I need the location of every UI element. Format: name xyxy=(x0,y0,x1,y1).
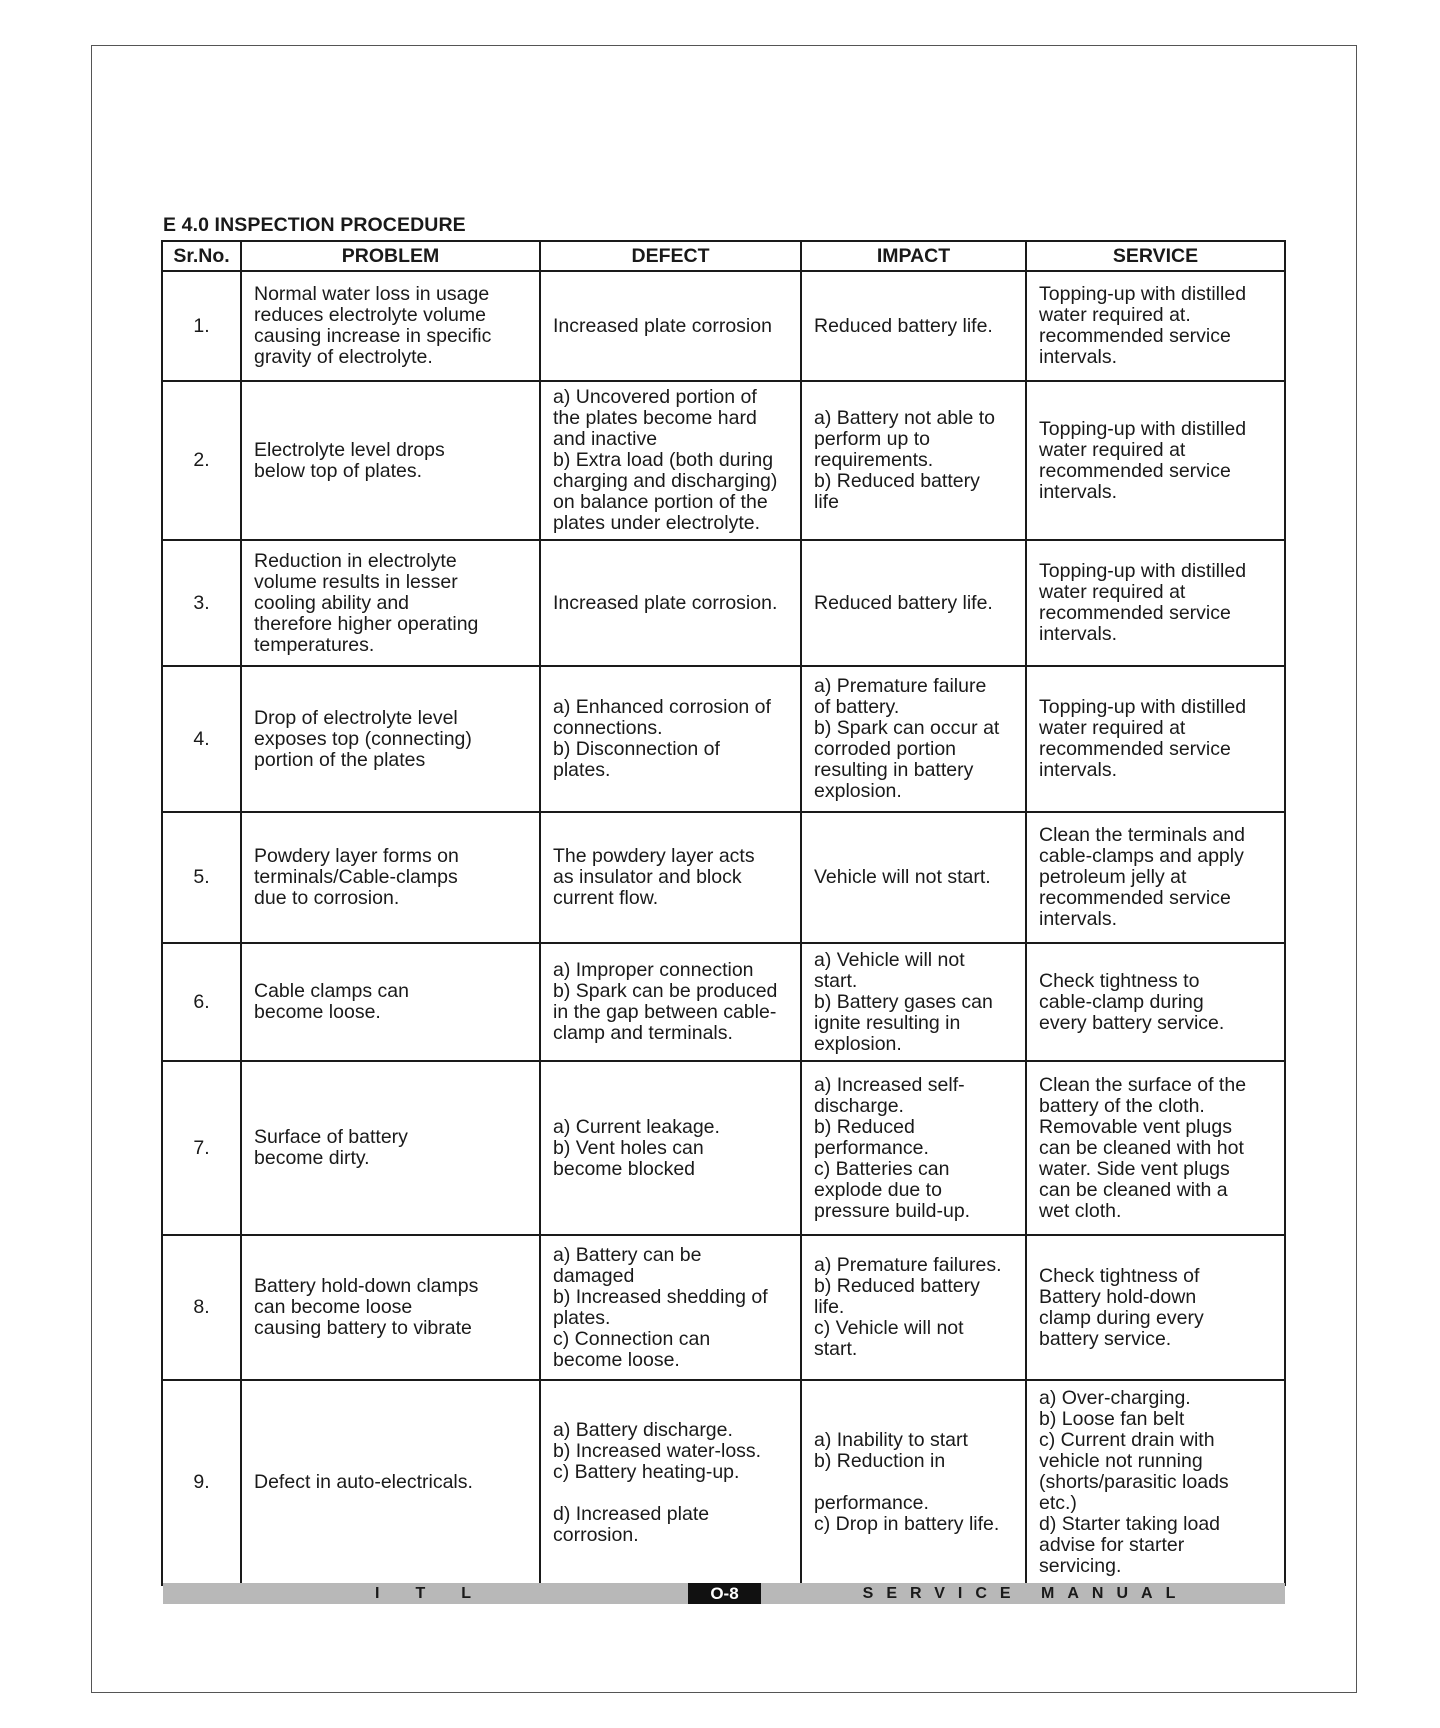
cell-impact: a) Premature failures. b) Reduced battery life. c) Vehicle will not start. xyxy=(801,1235,1026,1380)
page-footer xyxy=(163,1583,1285,1604)
cell-sr-no: 2. xyxy=(162,381,241,540)
section-title: E 4.0 INSPECTION PROCEDURE xyxy=(163,214,466,236)
footer-manual-label: SERVICE MANUAL xyxy=(862,1585,1189,1602)
cell-problem: Reduction in electrolyte volume results in lesser cooling ability and therefore higher operating temperatures. xyxy=(241,540,540,666)
cell-problem: Drop of electrolyte level exposes top (connecting) portion of the plates xyxy=(241,666,540,812)
cell-defect: a) Battery can be damaged b) Increased shedding of plates. c) Connection can become loose. xyxy=(540,1235,801,1380)
table-row xyxy=(162,943,1285,1061)
header-service: SERVICE xyxy=(1026,241,1285,271)
cell-defect: a) Enhanced corrosion of connections. b) Disconnection of plates. xyxy=(540,666,801,812)
cell-sr-no: 9. xyxy=(162,1380,241,1585)
cell-defect: Increased plate corrosion. xyxy=(540,540,801,666)
table-row xyxy=(162,812,1285,943)
table-row xyxy=(162,540,1285,666)
cell-impact: Reduced battery life. xyxy=(801,540,1026,666)
cell-service: Clean the terminals and cable-clamps and apply petroleum jelly at recommended service intervals. xyxy=(1026,812,1285,943)
table-header-row xyxy=(162,241,1285,271)
cell-impact: a) Premature failure of battery. b) Spark can occur at corroded portion resulting in battery explosion. xyxy=(801,666,1026,812)
cell-problem: Electrolyte level drops below top of plates. xyxy=(241,381,540,540)
cell-problem: Powdery layer forms on terminals/Cable-clamps due to corrosion. xyxy=(241,812,540,943)
table-row xyxy=(162,381,1285,540)
cell-sr-no: 8. xyxy=(162,1235,241,1380)
cell-problem: Surface of battery become dirty. xyxy=(241,1061,540,1235)
cell-sr-no: 5. xyxy=(162,812,241,943)
cell-service: Topping-up with distilled water required at recommended service intervals. xyxy=(1026,381,1285,540)
footer-company-label: ITL xyxy=(375,1585,507,1602)
cell-defect: a) Uncovered portion of the plates become hard and inactive b) Extra load (both during charging and discharging) on balance portion of the plates under electrolyte. xyxy=(540,381,801,540)
table-row xyxy=(162,666,1285,812)
cell-problem: Battery hold-down clamps can become loose causing battery to vibrate xyxy=(241,1235,540,1380)
header-problem: PROBLEM xyxy=(241,241,540,271)
cell-impact: a) Inability to start b) Reduction in performance. c) Drop in battery life. xyxy=(801,1380,1026,1585)
table-row xyxy=(162,1061,1285,1235)
cell-defect: a) Improper connection b) Spark can be produced in the gap between cable- clamp and terminals. xyxy=(540,943,801,1061)
cell-defect: Increased plate corrosion xyxy=(540,271,801,381)
cell-sr-no: 6. xyxy=(162,943,241,1061)
cell-service: Topping-up with distilled water required at. recommended service intervals. xyxy=(1026,271,1285,381)
cell-defect: a) Current leakage. b) Vent holes can become blocked xyxy=(540,1061,801,1235)
header-sr-no: Sr.No. xyxy=(162,241,241,271)
table-row xyxy=(162,1380,1285,1585)
cell-service: Check tightness to cable-clamp during every battery service. xyxy=(1026,943,1285,1061)
cell-service: Check tightness of Battery hold-down clamp during every battery service. xyxy=(1026,1235,1285,1380)
cell-service: Topping-up with distilled water required at recommended service intervals. xyxy=(1026,540,1285,666)
table-row xyxy=(162,1235,1285,1380)
cell-impact: a) Battery not able to perform up to requirements. b) Reduced battery life xyxy=(801,381,1026,540)
cell-impact: Reduced battery life. xyxy=(801,271,1026,381)
cell-impact: a) Vehicle will not start. b) Battery gases can ignite resulting in explosion. xyxy=(801,943,1026,1061)
table-row xyxy=(162,271,1285,381)
cell-sr-no: 4. xyxy=(162,666,241,812)
cell-impact: Vehicle will not start. xyxy=(801,812,1026,943)
inspection-procedure-table xyxy=(161,240,1286,1586)
cell-service: Topping-up with distilled water required at recommended service intervals. xyxy=(1026,666,1285,812)
cell-sr-no: 3. xyxy=(162,540,241,666)
cell-defect: The powdery layer acts as insulator and block current flow. xyxy=(540,812,801,943)
cell-defect: a) Battery discharge. b) Increased water-loss. c) Battery heating-up. d) Increased plate corrosion. xyxy=(540,1380,801,1585)
header-impact: IMPACT xyxy=(801,241,1026,271)
cell-problem: Normal water loss in usage reduces electrolyte volume causing increase in specific gravity of electrolyte. xyxy=(241,271,540,381)
cell-problem: Defect in auto-electricals. xyxy=(241,1380,540,1585)
cell-impact: a) Increased self- discharge. b) Reduced performance. c) Batteries can explode due to pressure build-up. xyxy=(801,1061,1026,1235)
cell-sr-no: 7. xyxy=(162,1061,241,1235)
cell-service: a) Over-charging. b) Loose fan belt c) Current drain with vehicle not running (shorts/parasitic loads etc.) d) Starter taking load advise for starter servicing. xyxy=(1026,1380,1285,1585)
header-defect: DEFECT xyxy=(540,241,801,271)
page-number-badge: O-8 xyxy=(688,1583,761,1604)
cell-service: Clean the surface of the battery of the cloth. Removable vent plugs can be cleaned with hot water. Side vent plugs can be cleaned with a wet cloth. xyxy=(1026,1061,1285,1235)
cell-problem: Cable clamps can become loose. xyxy=(241,943,540,1061)
cell-sr-no: 1. xyxy=(162,271,241,381)
